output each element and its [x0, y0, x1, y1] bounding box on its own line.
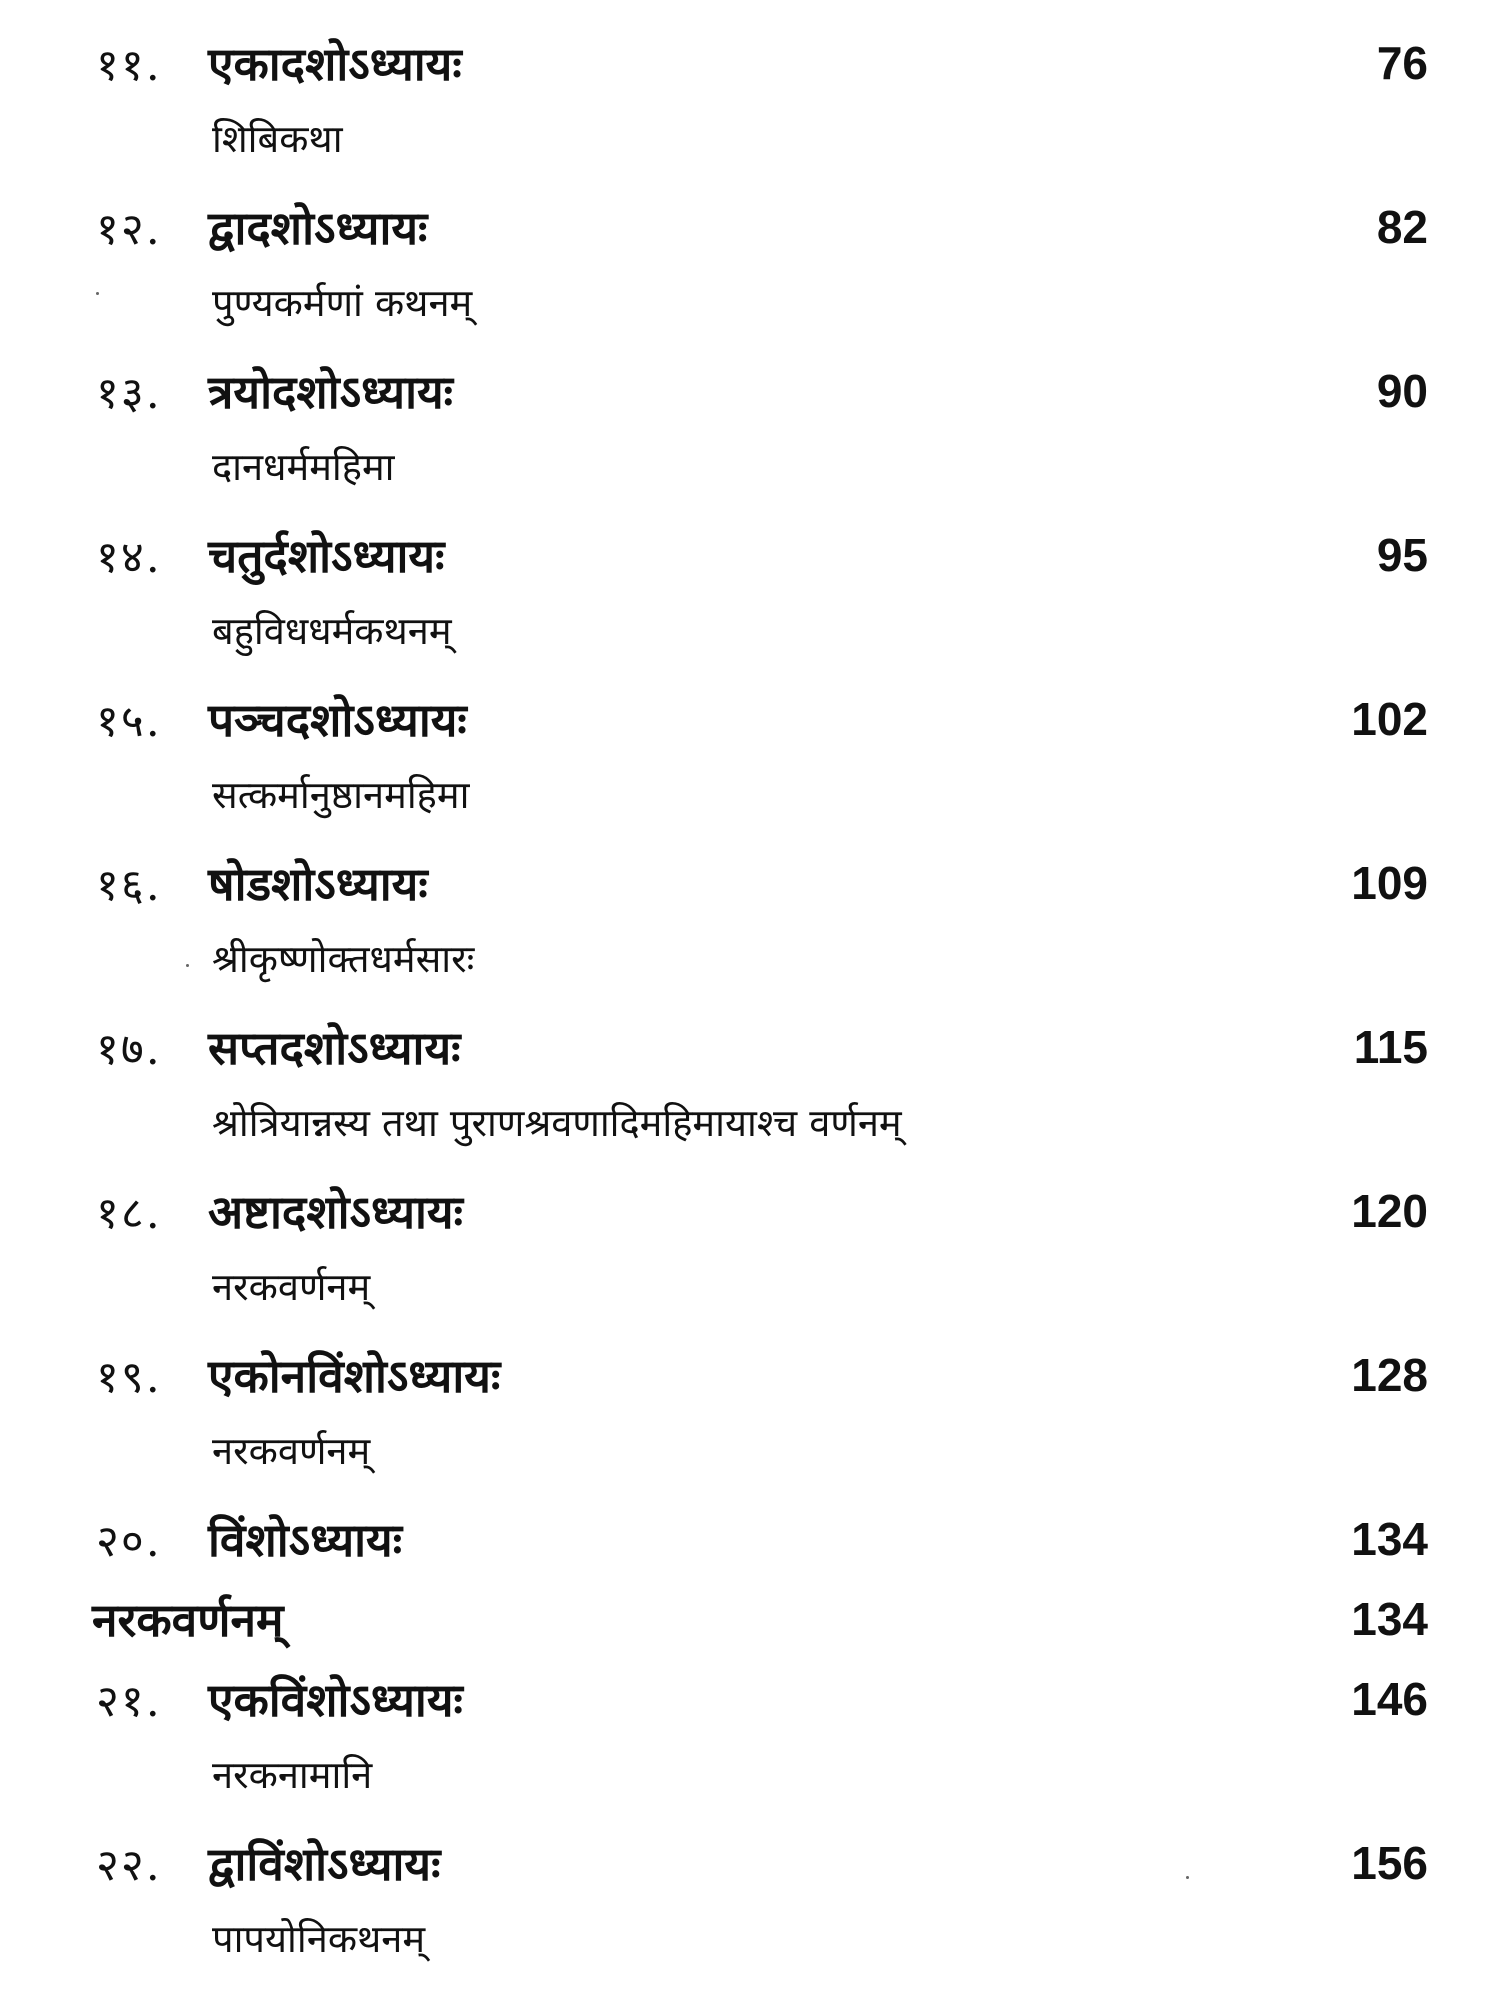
chapter-title: द्वादशोऽध्यायः: [208, 201, 428, 255]
chapter-title: षोडशोऽध्यायः: [208, 857, 428, 911]
scan-speck: [186, 964, 189, 967]
chapter-number: १८.: [96, 1188, 162, 1239]
chapter-number: १५.: [96, 696, 162, 747]
chapter-subtitle: नरकवर्णनम्: [212, 1265, 371, 1309]
toc-entry-12-heading: [96, 196, 1428, 258]
chapter-title: चतुर्दशोऽध्यायः: [208, 529, 445, 583]
chapter-number: १६.: [96, 860, 162, 911]
toc-entry-16-heading: [96, 852, 1428, 914]
scan-speck: [96, 292, 99, 295]
chapter-title: एकोनविंशोऽध्यायः: [208, 1349, 501, 1403]
page-number: 120: [1351, 1185, 1428, 1237]
chapter-subtitle: श्रीकृष्णोक्तधर्मसारः: [212, 937, 475, 981]
chapter-title: द्वाविंशोऽध्यायः: [208, 1837, 441, 1891]
chapter-number: १९.: [96, 1352, 162, 1403]
page-number: 115: [1353, 1021, 1428, 1073]
chapter-subtitle: श्रोत्रियान्नस्य तथा पुराणश्रवणादिमहिमायाश्च वर्णनम्: [212, 1101, 902, 1145]
page-number: 102: [1351, 693, 1428, 745]
chapter-subtitle: सत्कर्मानुष्ठानमहिमा: [212, 773, 470, 817]
page-number: 128: [1351, 1349, 1428, 1401]
chapter-number: २२.: [96, 1840, 162, 1891]
toc-entry-15-heading: [96, 688, 1428, 750]
page-number: 76: [1376, 37, 1428, 89]
chapter-title: एकविंशोऽध्यायः: [208, 1673, 463, 1727]
toc-entry-section-heading: [92, 1588, 1428, 1650]
chapter-number: २१.: [96, 1676, 162, 1727]
page-number: 156: [1351, 1837, 1428, 1889]
page-number: 90: [1376, 365, 1428, 417]
toc-entry-19-heading: [96, 1344, 1428, 1406]
chapter-title: त्रयोदशोऽध्यायः: [208, 365, 453, 419]
chapter-subtitle: दानधर्ममहिमा: [212, 445, 395, 489]
chapter-number: १३.: [96, 368, 162, 419]
toc-entry-17-heading: [96, 1016, 1428, 1078]
chapter-subtitle: नरकवर्णनम्: [212, 1429, 371, 1473]
chapter-subtitle: शिबिकथा: [212, 117, 343, 161]
scan-speck: [1186, 1876, 1189, 1879]
toc-entry-11-heading: [96, 32, 1428, 94]
chapter-subtitle: पुण्यकर्मणां कथनम्: [212, 281, 473, 325]
chapter-title: विंशोऽध्यायः: [208, 1513, 403, 1567]
page-number: 146: [1351, 1673, 1428, 1725]
page-number: 109: [1351, 857, 1428, 909]
page-number: 95: [1376, 529, 1428, 581]
chapter-title: अष्टादशोऽध्यायः: [208, 1185, 463, 1239]
chapter-subtitle: नरकनामानि: [212, 1753, 373, 1797]
page-number: 82: [1376, 201, 1428, 253]
chapter-subtitle: बहुविधधर्मकथनम्: [212, 609, 452, 653]
page-number: 134: [1351, 1593, 1428, 1645]
chapter-title: पञ्चदशोऽध्यायः: [208, 693, 467, 747]
chapter-title: एकादशोऽध्यायः: [208, 37, 462, 91]
chapter-number: १४.: [96, 532, 162, 583]
toc-entry-18-heading: [96, 1180, 1428, 1242]
toc-entry-20-heading: [96, 1508, 1428, 1570]
chapter-number: २०.: [96, 1516, 162, 1567]
toc-entry-21-heading: [96, 1668, 1428, 1730]
chapter-number: १७.: [96, 1024, 162, 1075]
chapter-title: सप्तदशोऽध्यायः: [208, 1021, 461, 1075]
page-number: 134: [1351, 1513, 1428, 1565]
section-title: नरकवर्णनम्: [92, 1593, 284, 1647]
toc-entry-13-heading: [96, 360, 1428, 422]
toc-entry-22-heading: [96, 1832, 1428, 1894]
chapter-number: १२.: [96, 204, 162, 255]
toc-entry-14-heading: [96, 524, 1428, 586]
chapter-number: ११.: [96, 40, 162, 91]
chapter-subtitle: पापयोनिकथनम्: [212, 1917, 426, 1961]
